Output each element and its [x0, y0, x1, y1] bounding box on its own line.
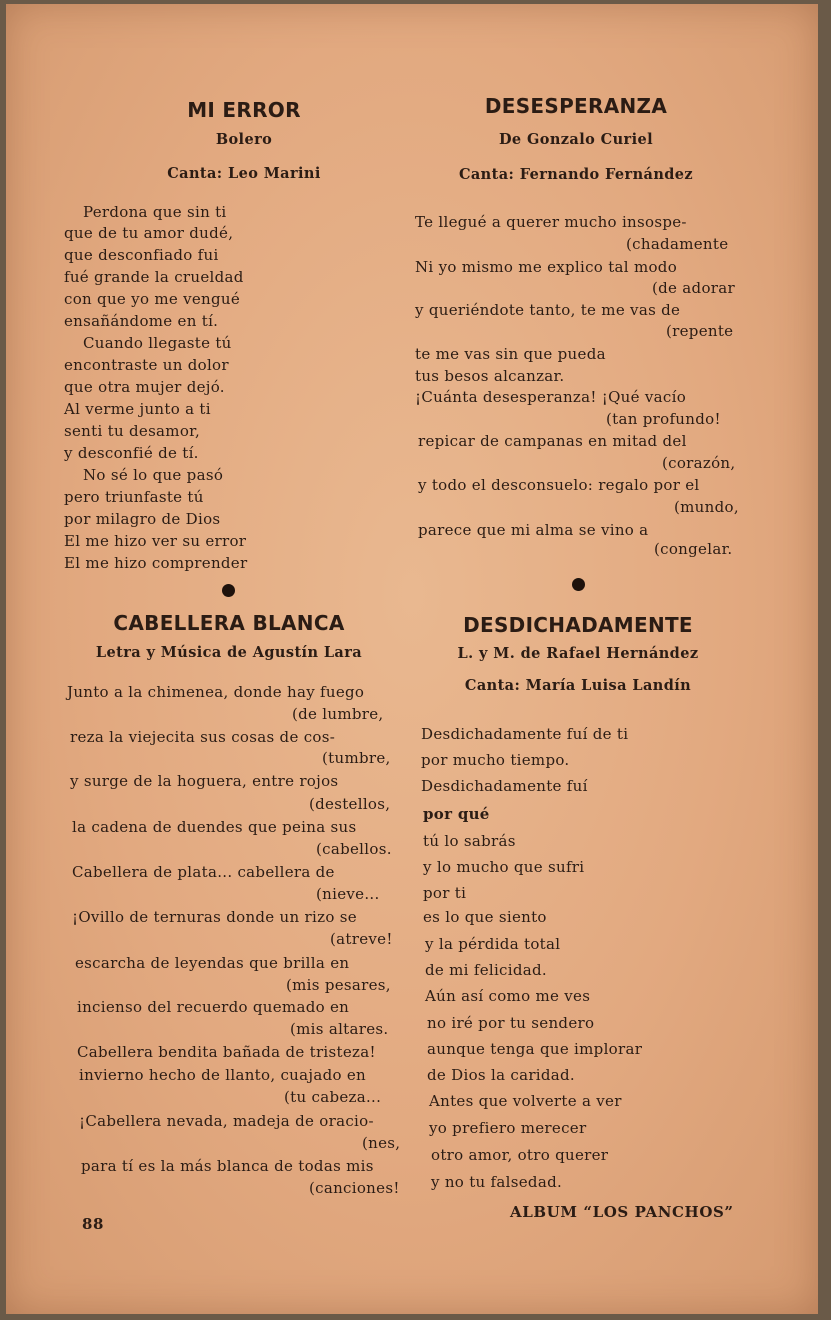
song-title: DESDICHADAMENTE [463, 613, 693, 637]
lyric-line: ¡Ovillo de ternuras donde un rizo se [72, 908, 357, 926]
lyric-line: es lo que siento [423, 908, 547, 926]
lyric-line: (tan profundo! [606, 410, 721, 428]
song-author: Letra y Música de Agustín Lara [95, 644, 363, 661]
lyric-line: (canciones! [309, 1179, 400, 1197]
song-singer: Canta: María Luisa Landín [464, 677, 692, 694]
lyric-line: y no tu falsedad. [431, 1173, 563, 1191]
lyric-line: Desdichadamente fuí [421, 777, 588, 795]
lyric-line: por qué [423, 805, 490, 823]
lyric-line: escarcha de leyendas que brilla en [75, 954, 350, 972]
song-title: CABELLERA BLANCA [113, 611, 345, 635]
lyric-line: El me hizo ver su error [64, 532, 247, 550]
lyric-line: (mis altares. [290, 1020, 389, 1038]
lyric-line: Aún así como me ves [425, 987, 591, 1005]
lyric-line: (repente [666, 322, 734, 340]
lyric-line: tú lo sabrás [423, 832, 516, 850]
lyric-line: yo prefiero merecer [429, 1119, 587, 1137]
song-genre: Bolero [215, 131, 273, 148]
lyric-line: Cabellera bendita bañada de tristeza! [77, 1043, 376, 1061]
lyric-line: (mis pesares, [286, 976, 391, 994]
lyric-line: otro amor, otro querer [431, 1146, 609, 1164]
lyric-line: de Dios la caridad. [427, 1066, 576, 1084]
lyric-line: incienso del recuerdo quemado en [77, 998, 350, 1016]
lyric-line: invierno hecho de llanto, cuajado en [79, 1066, 367, 1084]
song-title: MI ERROR [187, 98, 301, 122]
lyric-line: y lo mucho que sufri [423, 858, 585, 876]
lyric-line: ensañándome en tí. [64, 312, 219, 330]
lyric-line: El me hizo comprender [64, 554, 248, 572]
lyric-line: fué grande la crueldad [64, 268, 244, 286]
song-author: De Gonzalo Curiel [498, 131, 654, 148]
song-author: L. y M. de Rafael Hernández [457, 645, 699, 662]
lyric-line: Te llegué a querer mucho insospe- [415, 213, 687, 231]
lyric-line: (nes, [362, 1134, 401, 1152]
lyric-line: Perdona que sin ti [83, 203, 227, 221]
lyric-line: (de adorar [652, 279, 735, 297]
lyric-line: (congelar. [654, 540, 733, 558]
lyric-line: Cuando llegaste tú [83, 334, 232, 352]
lyric-line: encontraste un dolor [64, 356, 229, 374]
lyric-line: aunque tenga que implorar [427, 1040, 643, 1058]
lyric-line: Junto a la chimenea, donde hay fuego [67, 683, 365, 701]
lyric-line: la cadena de duendes que peina sus [72, 818, 357, 836]
lyric-line: (chadamente [626, 235, 729, 253]
lyric-line: (destellos, [309, 795, 391, 813]
lyric-line: Cabellera de plata... cabellera de [72, 863, 335, 881]
lyric-line: y desconfié de tí. [64, 444, 199, 462]
album-title: ALBUM “LOS PANCHOS” [510, 1203, 734, 1221]
lyric-line: (tu cabeza... [284, 1088, 382, 1106]
lyric-line: repicar de campanas en mitad del [418, 432, 687, 450]
lyric-line: con que yo me vengué [64, 290, 241, 308]
lyric-line: (atreve! [330, 930, 393, 948]
lyric-line: Antes que volverte a ver [429, 1092, 622, 1110]
lyric-line: reza la viejecita sus cosas de cos- [70, 728, 336, 746]
lyric-line: por ti [423, 884, 467, 902]
lyric-line: (corazón, [662, 454, 736, 472]
lyric-line: tus besos alcanzar. [415, 367, 565, 385]
lyric-line: y todo el desconsuelo: regalo por el [418, 476, 700, 494]
lyric-line: y surge de la hoguera, entre rojos [70, 772, 339, 790]
lyric-line: Desdichadamente fuí de ti [421, 725, 629, 743]
section-bullet [572, 578, 585, 591]
song-title: DESESPERANZA [484, 94, 668, 118]
lyric-line: (mundo, [674, 498, 739, 516]
lyric-line: para tí es la más blanca de todas mis [81, 1157, 374, 1175]
song-singer: Canta: Fernando Fernández [458, 166, 694, 183]
songbook-page [6, 4, 818, 1314]
lyric-line: Al verme junto a ti [64, 400, 211, 418]
lyric-line: que de tu amor dudé, [64, 224, 234, 242]
lyric-line: no iré por tu sendero [427, 1014, 595, 1032]
lyric-line: ¡Cuánta desesperanza! ¡Qué vacío [415, 388, 687, 406]
lyric-line: de mi felicidad. [425, 961, 547, 979]
lyric-line: parece que mi alma se vino a [418, 521, 649, 539]
lyric-line: que otra mujer dejó. [64, 378, 225, 396]
lyric-line: y la pérdida total [425, 935, 561, 953]
song-singer: Canta: Leo Marini [167, 165, 321, 182]
lyric-line: por mucho tiempo. [421, 751, 570, 769]
lyric-line: ¡Cabellera nevada, madeja de oracio- [79, 1112, 374, 1130]
lyric-line: No sé lo que pasó [83, 466, 224, 484]
page-number: 88 [82, 1215, 105, 1233]
lyric-line: te me vas sin que pueda [415, 345, 606, 363]
lyric-line: pero triunfaste tú [64, 488, 204, 506]
lyric-line: por milagro de Dios [64, 510, 221, 528]
section-bullet [222, 584, 235, 597]
lyric-line: (cabellos. [316, 840, 392, 858]
lyric-line: (tumbre, [322, 749, 391, 767]
lyric-line: (de lumbre, [292, 705, 384, 723]
lyric-line: que desconfiado fui [64, 246, 219, 264]
lyric-line: (nieve... [316, 885, 380, 903]
lyric-line: Ni yo mismo me explico tal modo [415, 258, 678, 276]
lyric-line: y queriéndote tanto, te me vas de [415, 301, 681, 319]
lyric-line: senti tu desamor, [64, 422, 201, 440]
